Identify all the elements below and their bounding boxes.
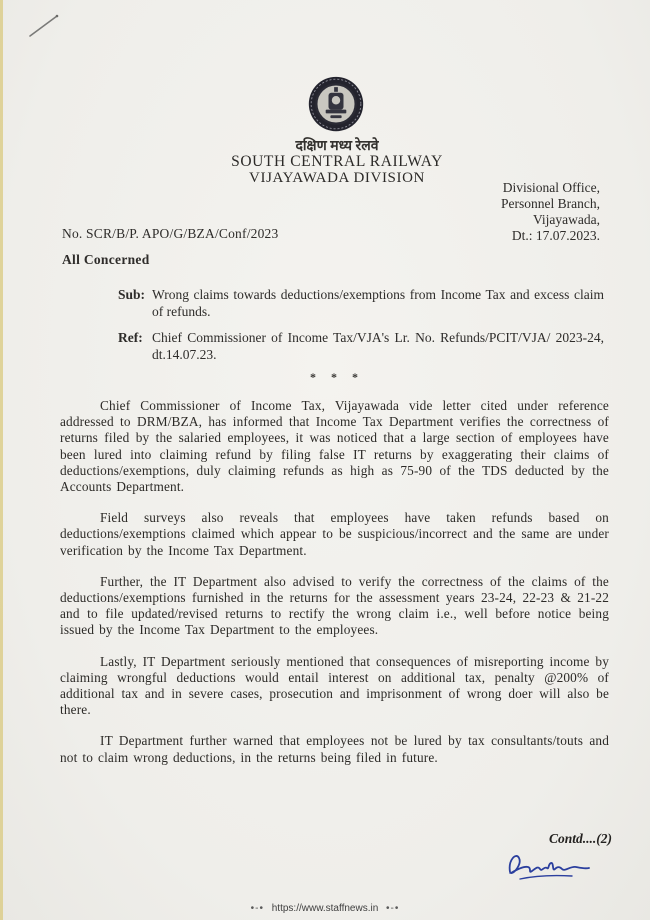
reference-label: Ref: (118, 330, 143, 345)
office-line: Personnel Branch, (501, 196, 600, 211)
hindi-org-title: दक्षिण मध्य रेलवे (295, 139, 379, 154)
paragraph-2: Field surveys also reveals that employees have taken refunds based on deductions/exemptions claimed which appear to be suspicious/incorrect and the same are under verification by the Income Tax Department. (60, 510, 609, 558)
continuation-note: Contd....(2) (548, 831, 612, 846)
letter-reference-number: No. SCR/B/P. APO/G/BZA/Conf/2023 (62, 226, 279, 241)
subject-label: Sub: (118, 287, 146, 302)
signature-ink (502, 846, 597, 893)
paragraph-3: Further, the IT Department also advised to verify the correctness of the claims of the deductions/exemptions furnished in the returns for the assessment years 23-24, 22-23 & 21-22 and to file updated/revised returns to rectify the wrong claim i.e., well before notice being issued by the Income Tax Department to the employees. (60, 573, 609, 638)
star-separator: * * * (310, 370, 364, 384)
footer-decor-left: •-• (250, 903, 264, 914)
pen-mark (24, 10, 64, 45)
footer-decor-right: •-• (386, 903, 400, 914)
scan-edge-strip (0, 0, 3, 920)
letter-body (60, 398, 609, 781)
reference-row (118, 330, 604, 363)
paragraph-1: Chief Commissioner of Income Tax, Vijayawada vide letter cited under reference addressed to DRM/BZA, has informed that Income Tax Department verifies the correctness of returns filed by the salaried employees, it was noticed that a large section of employees have been lured into claiming refund by filing false IT returns by exaggerating their claims of deductions/exemptions, duly claiming refunds as high as 75-90 of the TDS deducted by the Accounts Department. (60, 398, 609, 495)
division-name: VIJAYAWADA DIVISION (249, 170, 425, 186)
paragraph-5: IT Department further warned that employees not be lured by tax consultants/touts and not to claim wrong deductions, in the returns being filed in future. (60, 733, 609, 765)
reference-text: Chief Commissioner of Income Tax/VJA's Lr. No. Refunds/PCIT/VJA/ 2023-24, dt.14.07.23. (152, 330, 604, 362)
office-line: Vijayawada, (532, 212, 600, 227)
letter-date: Dt.: 17.07.2023. (511, 228, 600, 243)
addressee: All Concerned (62, 252, 150, 267)
footer-watermark (0, 903, 650, 914)
paragraph-4: Lastly, IT Department seriously mentioned that consequences of misreporting income by claiming wrongful deductions would entail interest on additional tax, penalty @200% of additional tax and in severe cases, prosecution and imprisonment of wrong doer will also be there. (60, 653, 609, 718)
office-address-block (501, 180, 600, 244)
railway-emblem-logo (306, 74, 366, 134)
subject-text: Wrong claims towards deductions/exemptions from Income Tax and excess claim of refunds. (152, 287, 604, 319)
footer-url: https://www.staffnews.in (271, 903, 379, 914)
org-name: SOUTH CENTRAL RAILWAY (231, 153, 443, 170)
office-line: Divisional Office, (502, 180, 600, 195)
subject-row (118, 287, 604, 320)
